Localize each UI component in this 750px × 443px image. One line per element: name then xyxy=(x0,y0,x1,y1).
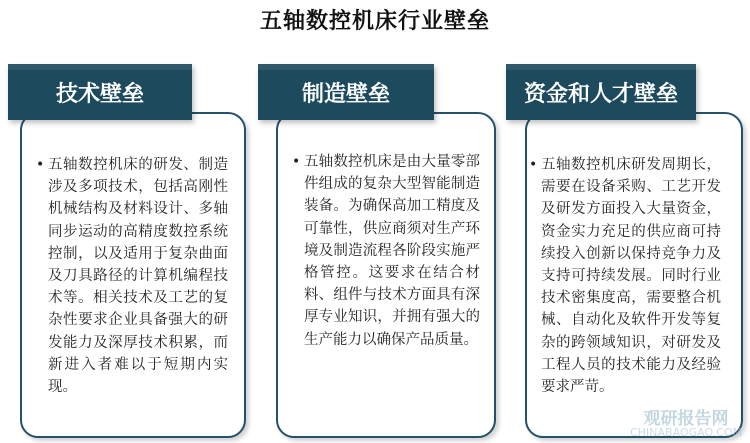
bullet-icon: • xyxy=(292,154,301,170)
card-body-manufacturing-barrier xyxy=(292,151,480,351)
page-title: 五轴数控机床行业壁垒 xyxy=(259,9,490,34)
card-body-capital-talent-barrier xyxy=(529,154,721,398)
card-header-manufacturing-barrier: 制造壁垒 xyxy=(258,64,434,120)
card-header-capital-talent-barrier: 资金和人才壁垒 xyxy=(506,64,696,120)
card-body-text: 五轴数控机床的研发、制造涉及多项技术，包括高刚性机械结构及材料设计、多轴同步运动的高精度数控系统控制，以及适用于复杂曲面及刀具路径的计算机编程技术等。相关技术及工艺的复杂性要求企业具备强大的研发能力及深厚技术积累，而新进入者难以于短期内实现。 xyxy=(48,157,228,396)
card-body-text: 五轴数控机床是由大量零部件组成的复杂大型智能制造装备。为确保高加工精度及可靠性，供应商须对生产环境及制造流程各阶段实施严格管控。这要求在结合材料、组件与技术方面具有深厚专业知识，并拥有强大的生产能力以确保产品质量。 xyxy=(304,154,480,348)
bullet-icon: • xyxy=(36,157,45,173)
watermark-main: 观研报告网 xyxy=(643,409,729,429)
card-header-technology-barrier: 技术壁垒 xyxy=(8,64,192,120)
card-body-technology-barrier xyxy=(36,154,228,398)
watermark xyxy=(630,409,742,439)
bullet-icon: • xyxy=(529,157,538,173)
watermark-sub: CHINABAOGAO.COM xyxy=(630,426,742,439)
card-body-text: 五轴数控机床研发周期长，需要在设备采购、工艺开发及研发方面投入大量资金，资金实力充足的供应商可持续投入创新以保持竞争力及支持可持续发展。同时行业技术密集度高，需要整合机械、自动化及软件开发等复杂的跨领域知识，对研发及工程人员的技术能力及经验要求严苛。 xyxy=(541,157,721,396)
